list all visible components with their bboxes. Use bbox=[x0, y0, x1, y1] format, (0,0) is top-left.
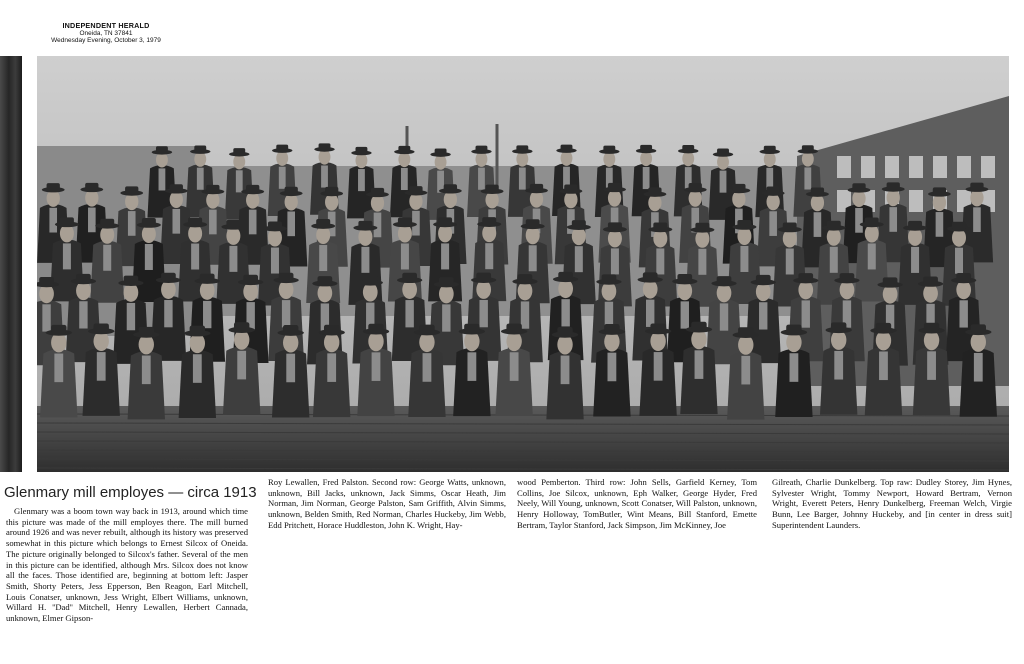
crowd-of-workers bbox=[37, 143, 997, 419]
group-photograph bbox=[37, 56, 1009, 472]
caption-column-3: wood Pemberton. Third row: John Sells, Garfield Kerney, Tom Collins, Joe Silcox, unknown, Eph Walker, George Hyder, Fred Neely, Will Young, unknown, Scott Conatser, Will Palston, unknown, Henry Holloway, TomButler, Wint Means, Bill Stanford, Emette Bertram, Taylor Stanford, Jack Simpson, Jim McKinney, Joe bbox=[517, 477, 757, 530]
publication-date: Wednesday Evening, October 3, 1979 bbox=[51, 37, 161, 45]
adjacent-photo-edge bbox=[0, 56, 22, 472]
shed-window bbox=[861, 156, 875, 178]
caption-column-4: Gilreath, Charlie Dunkelberg. Top raw: Dudley Storey, Jim Hynes, Sylvester Wright, Tommy Newport, Howard Bertram, Vernon Wright, Everett Peters, Henry Dunkelberg, Freeman Welch, Virgie Bunn, Lee Barger, Johnny Huckeby, and [in center in dress suit] Superintendent Launders. bbox=[772, 477, 1012, 530]
shed-window bbox=[909, 156, 923, 178]
shed-window bbox=[981, 156, 995, 178]
shed-window bbox=[837, 156, 851, 178]
caption-column-2: Roy Lewallen, Fred Palston. Second row: George Watts, unknown, unknown, Bill Jacks, unknown, Jack Simms, Oscar Heath, Jim Norman, Jim Norman, George Palston, Sam Griffith, Alvin Simms, unknown, Belden Smith, Red Norman, Charles Huckeby, Jim Webb, Edd Pritchett, Horace Huddleston, John K. Wright, Hay- bbox=[268, 477, 506, 530]
shed-window bbox=[933, 156, 947, 178]
caption-column-1: Glenmary was a boom town way back in 1913, around which time this picture was made of the mill employes there. The mill burned around 1926 and was never rebuilt, although its history was preserved somewhat in this picture which belongs to Ernest Silcox of Oneida. The picture originally belonged to Silcox's father. Several of the men in this picture can be identified, although Mrs. Silcox does not know all the faces. Those identified are, beginning at bottom left: Jasper Smith, Shorty Peters, Jess Epperson, Ben Reagon, Earl Mitchell, Louis Conatser, unknown, Jess Wright, Elbert Williams, unknown, Willard H. ''Dad'' Mitchell, Henry Lewallen, Herbert Cannada, unknown, Elmer Gipson- bbox=[6, 506, 248, 624]
newspaper-masthead bbox=[26, 22, 186, 45]
photograph-illustration bbox=[37, 56, 1009, 472]
shed-window bbox=[957, 156, 971, 178]
publication-name: INDEPENDENT HERALD bbox=[62, 21, 150, 30]
shed-window bbox=[909, 190, 923, 212]
caption-title: Glenmary mill employes — circa 1913 bbox=[4, 484, 257, 501]
publication-location: Oneida, TN 37841 bbox=[79, 29, 133, 37]
shed-window bbox=[885, 156, 899, 178]
